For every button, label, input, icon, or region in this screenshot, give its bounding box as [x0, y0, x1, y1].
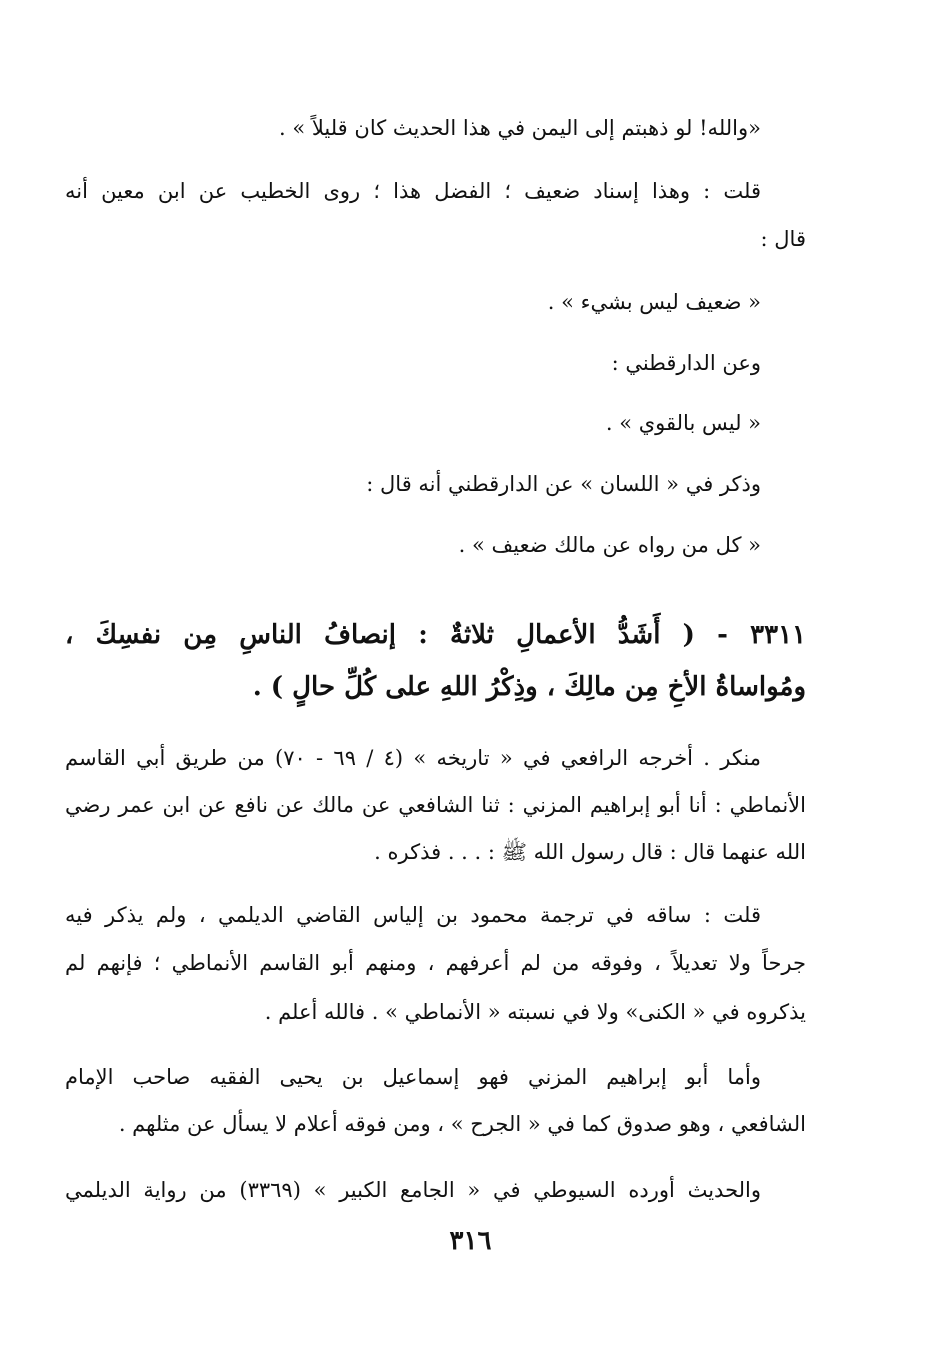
text-line-takhrij-1: منكر . أخرجه الرافعي في « تاريخه » (٤ / ٦٩ - ٧٠) من طريق أبي القاسم	[65, 746, 761, 770]
text-line-daraqutni: وعن الدارقطني :	[611, 351, 761, 375]
text-line-laysa-bilqawi: « ليس بالقوي » .	[605, 411, 761, 435]
text-line-suyuti: والحديث أورده السيوطي في « الجامع الكبير » (٣٣٦٩) من رواية الديلمي	[65, 1178, 761, 1202]
text-line-lisan: وذكر في « اللسان » عن الدارقطني أنه قال :	[366, 472, 761, 496]
text-line-tarjama-2: جرحاً ولا تعديلاً ، وفوقه من لم أعرفهم ، ومنهم أبو القاسم الأنماطي ؛ فإنهم لم	[65, 951, 806, 975]
hadith-heading-line-2: ومُواساةُ الأخِ مِن مالِكَ ، وذِكْرُ اللهِ على كُلِّ حالٍ ) .	[252, 672, 806, 702]
page-number: ٣١٦	[449, 1226, 492, 1256]
text-line-daif: « ضعيف ليس بشيء » .	[547, 290, 761, 314]
text-line-quote-yemen: «والله! لو ذهبتم إلى اليمن في هذا الحديث كان قليلاً » .	[278, 116, 761, 140]
text-line-muzani-2: الشافعي ، وهو صدوق كما في « الجرح » ، ومن فوقه أعلام لا يسأل عن مثلهم .	[118, 1112, 806, 1136]
text-line-isnad-weak: قلت : وهذا إسناد ضعيف ؛ الفضل هذا ؛ روى الخطيب عن ابن معين أنه	[65, 179, 761, 203]
text-line-qala: قال :	[760, 227, 806, 251]
text-line-takhrij-2: الأنماطي : أنا أبو إبراهيم المزني : ثنا الشافعي عن مالك عن نافع عن ابن عمر رضي	[65, 793, 806, 817]
hadith-heading-line-1: ٣٣١١ - ( أَشَدُّ الأعمالِ ثلاثةٌ : إنصافُ الناسِ مِن نفسِكَ ،	[65, 620, 806, 650]
text-line-takhrij-3: الله عنهما قال : قال رسول الله ﷺ : . . . فذكره .	[374, 840, 806, 864]
text-line-muzani-1: وأما أبو إبراهيم المزني فهو إسماعيل بن يحيى الفقيه صاحب الإمام	[65, 1065, 761, 1089]
text-line-tarjama-1: قلت : ساقه في ترجمة محمود بن إلياس القاضي الديلمي ، ولم يذكر فيه	[65, 903, 761, 927]
text-line-tarjama-3: يذكروه في « الكنى» ولا في نسبته « الأنماطي » . فالله أعلم .	[264, 1000, 806, 1024]
text-line-kull-man: « كل من رواه عن مالك ضعيف » .	[458, 533, 761, 557]
